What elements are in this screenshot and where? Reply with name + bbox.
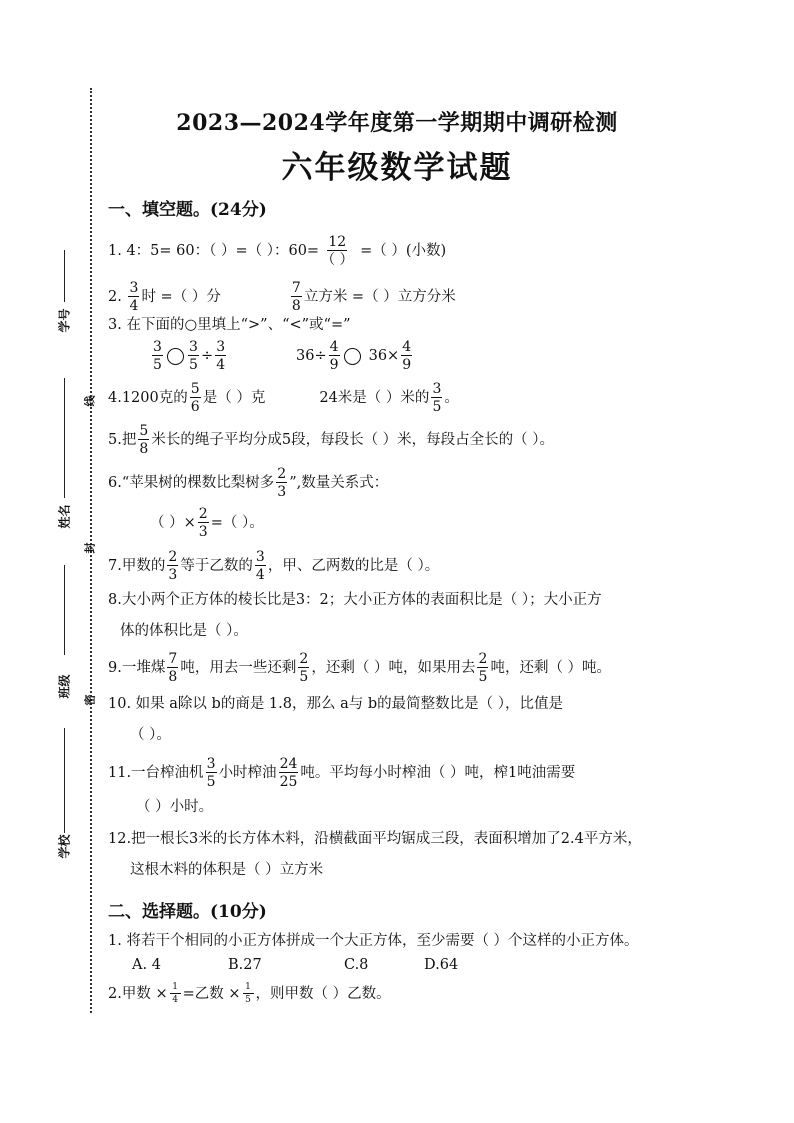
question-7: 7.甲数的 $\frac{2}{3}$ 等于乙数的 $\frac{3}{4}$ ，甲、乙两数的比是（ ）。: [108, 549, 440, 583]
school-blank[interactable]: [64, 728, 65, 833]
seal-mark-dense: 密: [83, 694, 97, 706]
section-fill-heading: 一、填空题。(24分): [108, 200, 267, 220]
choice-question-2: 2.甲数 × $\frac{1}{4}$ =乙数 × $\frac{1}{5}$ ，则甲数（ ）乙数。: [108, 982, 391, 1005]
question-6: 6.“苹果树的棵数比梨树多 $\frac{2}{3}$ ”,数量关系式：: [108, 466, 389, 500]
question-12: 12.把一根长3米的长方体木料，沿横截面平均锯成三段，表面积增加了2.4平方米，: [108, 831, 642, 847]
question-9: 9.一堆煤 $\frac{7}{8}$ 吨，用去一些还剩 $\frac{2}{5}$ ，还剩（ ）吨，如果用去 $\frac{2}{5}$ 吨，还剩（ ）吨。: [108, 651, 612, 685]
section-choice-heading: 二、选择题。(10分): [108, 902, 267, 922]
question-3-compare-2: 36÷ $\frac{4}{9}$ 36× $\frac{4}{9}$: [296, 339, 412, 373]
seal-mark-line: 线: [83, 395, 97, 407]
name-label: 姓名: [57, 504, 72, 529]
question-2: 2. $\frac{3}{4}$ 时 =（ ）分 $\frac{7}{8}$ 立方米 =（ ）立方分米: [108, 280, 456, 314]
question-11: 11.一台榨油机 $\frac{3}{5}$ 小时榨油 $\frac{24}{25}$ 吨。平均每小时榨油（ ）吨，榨1吨油需要: [108, 756, 576, 790]
exam-title: 2023—2024学年度第一学期期中调研检测: [176, 110, 618, 136]
choice-question-1-options: [132, 955, 458, 975]
compare-circle[interactable]: [167, 348, 184, 365]
student-id-label: 学号: [57, 308, 72, 333]
question-10-line-2: （ ）。: [130, 727, 171, 743]
question-5: 5.把 $\frac{5}{8}$ 米长的绳子平均分成5段，每段长（ ）米，每段占全长的（ ）。: [108, 423, 555, 457]
question-8: 8.大小两个正方体的棱长比是3：2；大小正方体的表面积比是（ ）；大小正方: [108, 592, 602, 608]
question-6-expression: （ ）× $\frac{2}{3}$ =（ ）。: [150, 506, 264, 540]
exam-subtitle: 六年级数学试题: [281, 150, 513, 186]
question-3-compare-1: $\frac{3}{5}$ $\frac{3}{5}$ ÷ $\frac{3}{4}$: [153, 339, 226, 373]
name-blank[interactable]: [64, 378, 65, 498]
class-label: 班级: [57, 674, 72, 699]
class-blank[interactable]: [64, 565, 65, 655]
question-11-line-2: （ ）小时。: [136, 799, 214, 815]
option-b[interactable]: B.27: [228, 957, 262, 973]
choice-question-1: 1. 将若干个相同的小正方体拼成一个大正方体，至少需要（ ）个这样的小正方体。: [108, 933, 639, 949]
student-id-blank[interactable]: [64, 250, 65, 302]
seal-mark-seal: 封: [83, 542, 97, 554]
school-label: 学校: [57, 834, 72, 859]
question-10: 10. 如果 a除以 b的商是 1.8，那么 a与 b的最简整数比是（ ），比值是: [108, 696, 563, 712]
question-1: 1. 4：5= 60：（ ）=（ ）：60= $\frac{12}{( )}$ =（ ）(小数): [108, 234, 447, 268]
option-d[interactable]: D.64: [424, 957, 459, 973]
option-a[interactable]: A. 4: [132, 957, 161, 973]
question-3: 3. 在下面的○里填上“>”、“<”或“=”: [108, 317, 351, 333]
question-8-line-2: 体的体积比是（ ）。: [120, 623, 248, 639]
option-c[interactable]: C.8: [344, 957, 369, 973]
compare-circle[interactable]: [344, 348, 361, 365]
question-12-line-2: 这根木料的体积是（ ）立方米: [130, 862, 324, 878]
question-4: 4.1200克的 $\frac{5}{6}$ 是（ ）克 24米是（ ）米的 $\frac{3}{5}$ 。: [108, 381, 459, 415]
